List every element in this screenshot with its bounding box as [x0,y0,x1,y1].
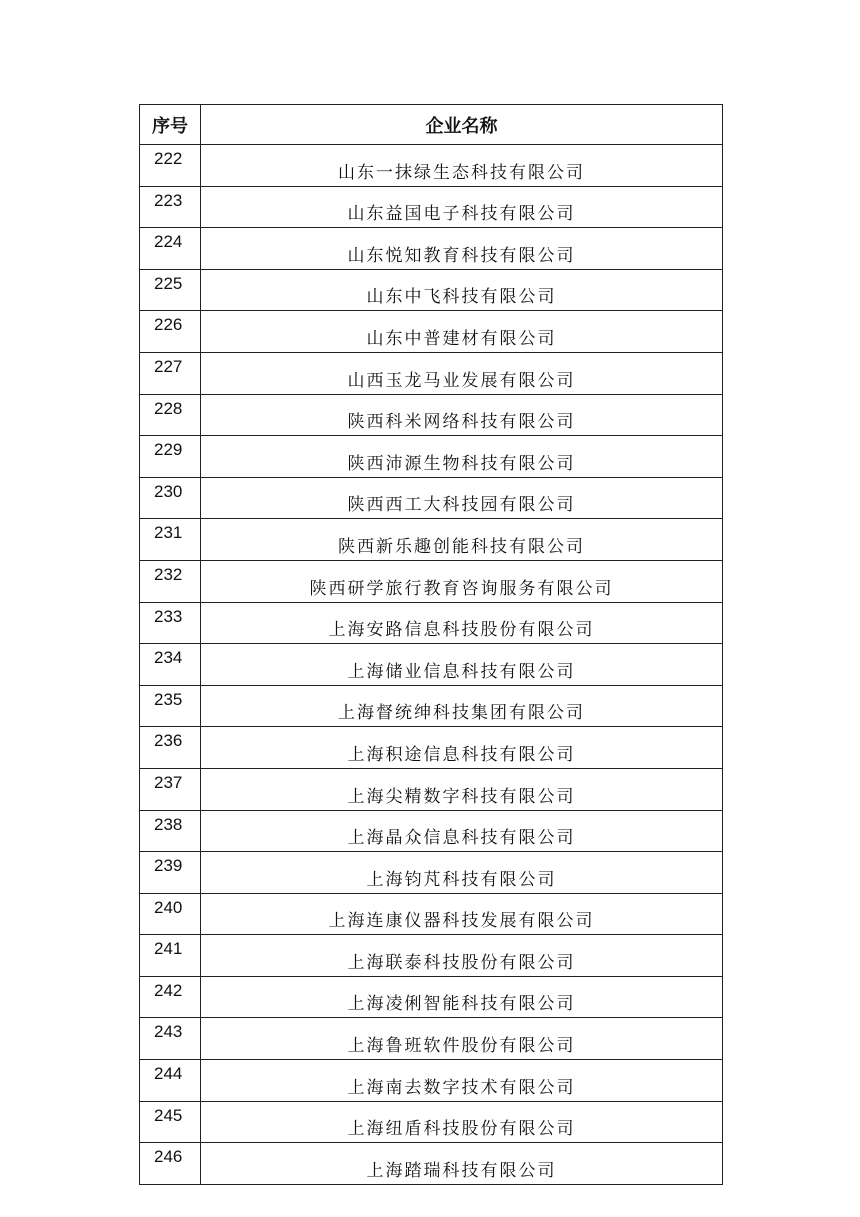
company-name-cell: 上海凌俐智能科技有限公司 [201,976,723,1018]
row-index-cell: 235 [140,685,201,727]
table-row [140,436,723,478]
company-name-cell: 上海尖精数字科技有限公司 [201,768,723,810]
table-row [140,228,723,270]
table-row [140,1143,723,1185]
company-name-cell: 上海储业信息科技有限公司 [201,644,723,686]
table-row [140,269,723,311]
row-index-cell: 244 [140,1060,201,1102]
row-index-cell: 222 [140,145,201,187]
row-index-cell: 231 [140,519,201,561]
row-index-cell: 225 [140,269,201,311]
table-header-row [140,105,723,145]
row-index-cell: 234 [140,644,201,686]
table-row [140,810,723,852]
row-index-cell: 245 [140,1101,201,1143]
table-row [140,560,723,602]
row-index-cell: 243 [140,1018,201,1060]
row-index-cell: 242 [140,976,201,1018]
row-index-cell: 240 [140,893,201,935]
table-row [140,727,723,769]
company-name-cell: 山东一抹绿生态科技有限公司 [201,145,723,187]
company-name-cell: 上海安路信息科技股份有限公司 [201,602,723,644]
company-name-cell: 山东中普建材有限公司 [201,311,723,353]
row-index-cell: 232 [140,560,201,602]
row-index-cell: 239 [140,852,201,894]
company-name-cell: 山东悦知教育科技有限公司 [201,228,723,270]
row-index-cell: 230 [140,477,201,519]
company-name-cell: 陕西沛源生物科技有限公司 [201,436,723,478]
company-list-table-container [139,104,722,1185]
table-row [140,477,723,519]
company-name-cell: 上海联泰科技股份有限公司 [201,935,723,977]
header-company-name: 企业名称 [201,105,723,145]
table-row [140,1060,723,1102]
header-index: 序号 [140,105,201,145]
company-name-cell: 上海纽盾科技股份有限公司 [201,1101,723,1143]
table-row [140,685,723,727]
company-name-cell: 上海南去数字技术有限公司 [201,1060,723,1102]
company-name-cell: 上海踏瑞科技有限公司 [201,1143,723,1185]
company-list-table [139,104,723,1185]
table-row [140,519,723,561]
row-index-cell: 227 [140,352,201,394]
table-row [140,311,723,353]
table-row [140,976,723,1018]
table-row [140,352,723,394]
company-name-cell: 陕西科米网络科技有限公司 [201,394,723,436]
table-row [140,852,723,894]
table-row [140,145,723,187]
row-index-cell: 228 [140,394,201,436]
table-row [140,893,723,935]
table-row [140,602,723,644]
row-index-cell: 226 [140,311,201,353]
table-body [140,145,723,1185]
table-row [140,935,723,977]
table-row [140,394,723,436]
row-index-cell: 223 [140,186,201,228]
table-row [140,186,723,228]
row-index-cell: 224 [140,228,201,270]
row-index-cell: 233 [140,602,201,644]
row-index-cell: 238 [140,810,201,852]
company-name-cell: 山西玉龙马业发展有限公司 [201,352,723,394]
table-row [140,768,723,810]
company-name-cell: 上海连康仪器科技发展有限公司 [201,893,723,935]
company-name-cell: 上海督统绅科技集团有限公司 [201,685,723,727]
row-index-cell: 246 [140,1143,201,1185]
row-index-cell: 236 [140,727,201,769]
table-row [140,1101,723,1143]
table-row [140,1018,723,1060]
company-name-cell: 陕西研学旅行教育咨询服务有限公司 [201,560,723,602]
company-name-cell: 上海鲁班软件股份有限公司 [201,1018,723,1060]
table-row [140,644,723,686]
company-name-cell: 陕西西工大科技园有限公司 [201,477,723,519]
company-name-cell: 上海晶众信息科技有限公司 [201,810,723,852]
row-index-cell: 229 [140,436,201,478]
company-name-cell: 山东益国电子科技有限公司 [201,186,723,228]
row-index-cell: 237 [140,768,201,810]
company-name-cell: 山东中飞科技有限公司 [201,269,723,311]
company-name-cell: 上海钧芃科技有限公司 [201,852,723,894]
company-name-cell: 上海积途信息科技有限公司 [201,727,723,769]
company-name-cell: 陕西新乐趣创能科技有限公司 [201,519,723,561]
row-index-cell: 241 [140,935,201,977]
